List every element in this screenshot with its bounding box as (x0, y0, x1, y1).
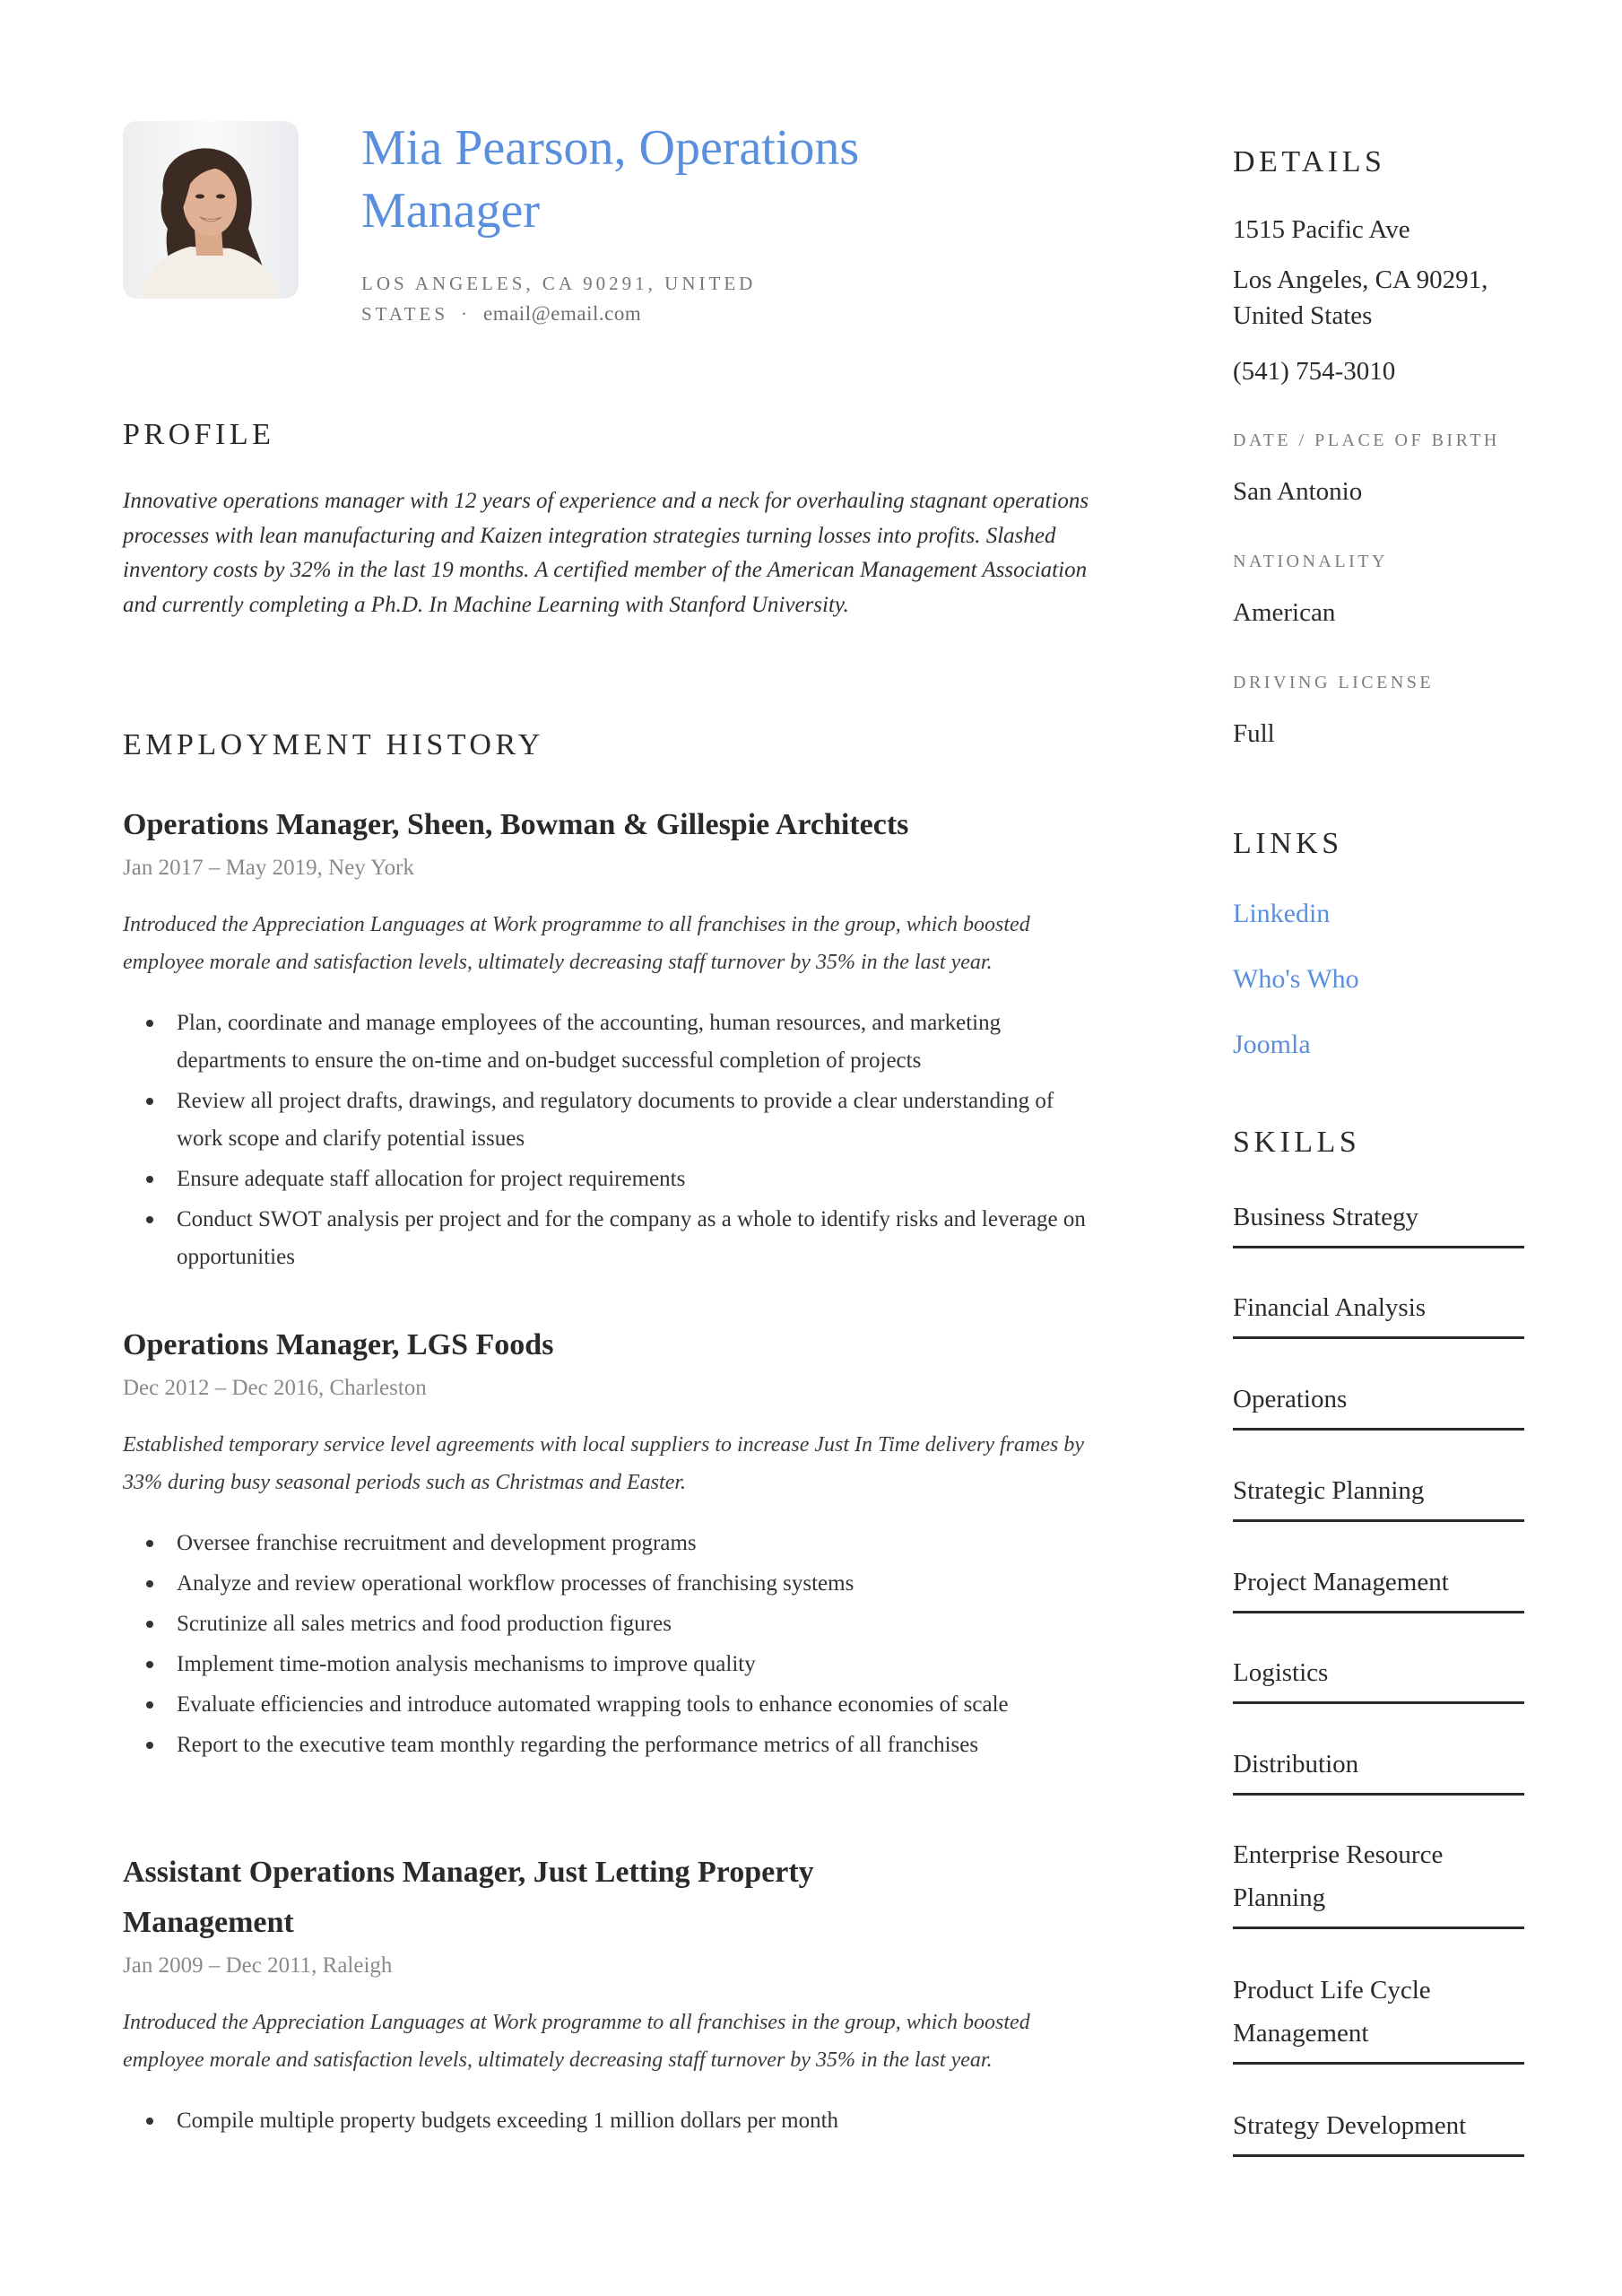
bullet-icon (146, 1020, 153, 1027)
address-text: LOS ANGELES, CA 90291, UNITED STATES (361, 273, 757, 325)
skill-item: Enterprise Resource Planning (1233, 1833, 1524, 1929)
bullet-icon (146, 1098, 153, 1105)
bullet-icon (146, 1661, 153, 1668)
job-bullet-item (123, 1525, 1091, 1562)
job-bullet-item (123, 1201, 1091, 1276)
phone-number: (541) 754-3010 (1233, 357, 1396, 386)
bullet-text: Plan, coordinate and manage employees of the accounting, human resources, and marketing departments to ensure the on-time and on-budget successful completion of projects (177, 1011, 1002, 1073)
job-dates-location: Jan 2017 – May 2019, Ney York (123, 856, 414, 880)
bullet-icon (146, 1540, 153, 1547)
birth-label: DATE / PLACE OF BIRTH (1233, 430, 1500, 450)
skill-item: Financial Analysis (1233, 1286, 1524, 1339)
contact-line (361, 269, 863, 329)
skill-item: Logistics (1233, 1651, 1524, 1704)
address-line-2: Los Angeles, CA 90291, United States (1233, 265, 1488, 330)
birth-value: San Antonio (1233, 477, 1363, 506)
skill-item: Strategic Planning (1233, 1469, 1524, 1522)
nationality-value: American (1233, 598, 1336, 627)
skill-item: Distribution (1233, 1743, 1524, 1796)
job-description: Established temporary service level agreements with local suppliers to increase Just In Time delivery frames by 33% during busy seasonal periods such as Christmas and Easter. (123, 1433, 1084, 1494)
address-line-1: 1515 Pacific Ave (1233, 215, 1410, 244)
bullet-icon (146, 2118, 153, 2125)
bullet-icon (146, 1176, 153, 1183)
details-heading: DETAILS (1233, 145, 1386, 178)
bullet-text: Scrutinize all sales metrics and food production figures (177, 1612, 672, 1636)
bullet-icon (146, 1216, 153, 1223)
bullet-text: Oversee franchise recruitment and development programs (177, 1531, 697, 1555)
bullet-text: Ensure adequate staff allocation for project requirements (177, 1167, 686, 1191)
skill-item: Product Life Cycle Management (1233, 1969, 1524, 2065)
bullet-text: Report to the executive team monthly regarding the performance metrics of all franchises (177, 1733, 979, 1757)
job-bullet-item (123, 1605, 1091, 1643)
job-bullets (123, 2102, 984, 2140)
job-bullets (123, 1525, 1091, 1764)
skills-heading: SKILLS (1233, 1126, 1361, 1159)
job-dates-location: Dec 2012 – Dec 2016, Charleston (123, 1376, 427, 1400)
job-entry (123, 1320, 1091, 1767)
bullet-text: Analyze and review operational workflow processes of franchising systems (177, 1571, 854, 1596)
bullet-text: Compile multiple property budgets exceeding 1 million dollars per month (177, 2109, 839, 2133)
email-link[interactable]: email@email.com (483, 302, 642, 325)
bullet-text: Conduct SWOT analysis per project and for the company as a whole to identify risks and leverage on opportunities (177, 1207, 1086, 1269)
job-title: Operations Manager, LGS Foods (123, 1328, 554, 1361)
skill-item: Operations (1233, 1378, 1524, 1431)
bullet-icon (146, 1701, 153, 1709)
job-entry (123, 1848, 1030, 2143)
job-entry (123, 800, 1091, 1279)
link-joomla[interactable]: Joomla (1233, 1030, 1311, 1059)
bullet-text: Review all project drafts, drawings, and regulatory documents to provide a clear understanding of work scope and clarify potential issues (177, 1089, 1054, 1151)
bullet-icon (146, 1580, 153, 1587)
link-whos-who[interactable]: Who's Who (1233, 964, 1359, 994)
nationality-label: NATIONALITY (1233, 552, 1388, 571)
license-value: Full (1233, 719, 1275, 748)
job-title: Assistant Operations Manager, Just Letting Property Management (123, 1856, 814, 1939)
separator-dot: · (461, 303, 471, 325)
bullet-icon (146, 1742, 153, 1749)
job-bullets (123, 1004, 1091, 1276)
employment-heading: EMPLOYMENT HISTORY (123, 728, 544, 761)
job-bullet-item (123, 1565, 1091, 1603)
bullet-text: Implement time-motion analysis mechanisms to improve quality (177, 1652, 756, 1676)
skill-item: Business Strategy (1233, 1196, 1524, 1248)
job-bullet-item (123, 2102, 984, 2140)
bullet-icon (146, 1621, 153, 1628)
skill-item: Project Management (1233, 1561, 1524, 1613)
job-bullet-item (123, 1726, 1091, 1764)
profile-summary: Innovative operations manager with 12 years of experience and a neck for overhauling stagnant operations processes with lean manufacturing and Kaizen integration strategies turning losses into profits. Slashed inventory costs by 32% in the last 19 months. A certified member of the American Management Association and currently completing a Ph.D. In Machine Learning with Stanford University. (123, 489, 1089, 617)
link-linkedin[interactable]: Linkedin (1233, 899, 1331, 928)
job-description: Introduced the Appreciation Languages at Work programme to all franchises in the group, which boosted employee morale and satisfaction levels, ultimately decreasing staff turnover by 35% in the last year. (123, 2011, 1030, 2072)
job-title: Operations Manager, Sheen, Bowman & Gillespie Architects (123, 808, 909, 841)
job-bullet-item (123, 1646, 1091, 1683)
candidate-name-title: Mia Pearson, Operations Manager (361, 120, 860, 239)
job-bullet-item (123, 1004, 1091, 1080)
job-description: Introduced the Appreciation Languages at Work programme to all franchises in the group, which boosted employee morale and satisfaction levels, ultimately decreasing staff turnover by 35% in the last year. (123, 913, 1030, 974)
profile-heading: PROFILE (123, 418, 275, 451)
job-bullet-item (123, 1083, 1091, 1158)
job-bullet-item (123, 1161, 1091, 1198)
profile-photo (123, 121, 299, 299)
skill-item: Strategy Development (1233, 2104, 1524, 2157)
links-heading: LINKS (1233, 827, 1343, 860)
bullet-text: Evaluate efficiencies and introduce automated wrapping tools to enhance economies of scale (177, 1692, 1009, 1717)
job-dates-location: Jan 2009 – Dec 2011, Raleigh (123, 1953, 393, 1978)
job-bullet-item (123, 1686, 1091, 1724)
license-label: DRIVING LICENSE (1233, 673, 1435, 692)
profile-photo-icon (123, 121, 299, 299)
